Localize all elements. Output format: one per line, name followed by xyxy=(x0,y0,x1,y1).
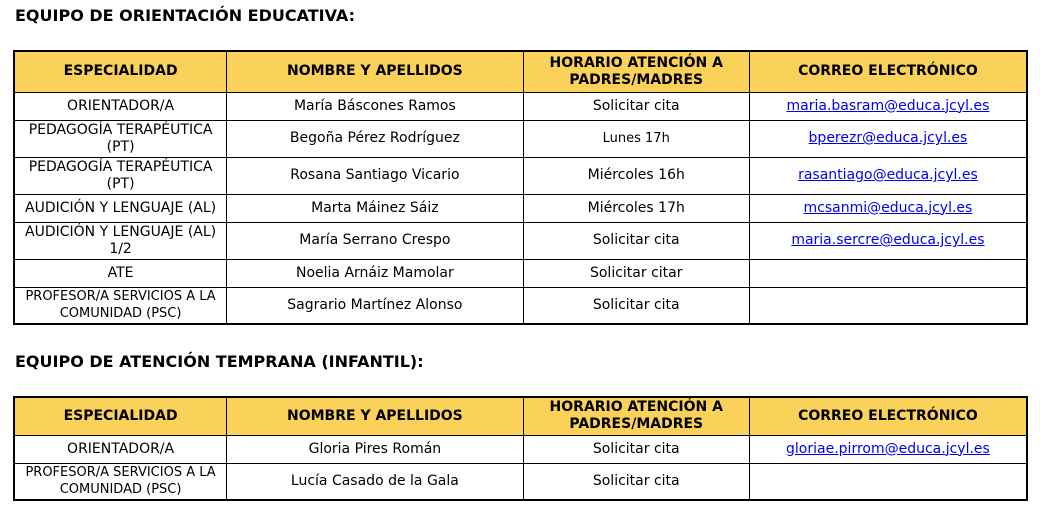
cell-correo xyxy=(749,222,1027,259)
cell-horario: Miércoles 17h xyxy=(523,194,749,222)
cell-correo xyxy=(749,120,1027,157)
cell-especialidad: PROFESOR/A SERVICIOS A LA COMUNIDAD (PSC) xyxy=(14,463,227,500)
table-row xyxy=(14,194,1027,222)
cell-especialidad: PROFESOR/A SERVICIOS A LA COMUNIDAD (PSC) xyxy=(14,287,227,324)
cell-nombre: María Báscones Ramos xyxy=(227,92,523,120)
section-title-orientacion: EQUIPO DE ORIENTACIÓN EDUCATIVA: xyxy=(15,6,355,25)
section-title-atencion-temprana: EQUIPO DE ATENCIÓN TEMPRANA (INFANTIL): xyxy=(15,352,424,371)
cell-nombre: Lucía Casado de la Gala xyxy=(227,463,523,500)
table-orientacion xyxy=(13,50,1028,325)
cell-correo xyxy=(749,92,1027,120)
cell-correo xyxy=(749,259,1027,287)
cell-horario: Solicitar cita xyxy=(523,222,749,259)
table-row xyxy=(14,259,1027,287)
cell-especialidad: AUDICIÓN Y LENGUAJE (AL) 1/2 xyxy=(14,222,227,259)
email-link[interactable]: gloriae.pirrom@educa.jcyl.es xyxy=(786,440,990,457)
cell-correo xyxy=(749,157,1027,194)
header-nombre: NOMBRE Y APELLIDOS xyxy=(227,51,523,92)
table-row xyxy=(14,287,1027,324)
header-correo: CORREO ELECTRÓNICO xyxy=(749,397,1027,435)
header-correo: CORREO ELECTRÓNICO xyxy=(749,51,1027,92)
table-header-row xyxy=(14,397,1027,435)
cell-correo xyxy=(749,287,1027,324)
email-link[interactable]: bperezr@educa.jcyl.es xyxy=(808,130,968,146)
cell-horario: Solicitar cita xyxy=(523,287,749,324)
email-link[interactable]: mcsanmi@educa.jcyl.es xyxy=(803,199,973,216)
cell-correo xyxy=(749,435,1027,463)
table-header-row xyxy=(14,51,1027,92)
table-row xyxy=(14,435,1027,463)
cell-nombre: Begoña Pérez Rodríguez xyxy=(227,120,523,157)
header-especialidad: ESPECIALIDAD xyxy=(14,51,227,92)
cell-horario: Solicitar citar xyxy=(523,259,749,287)
table-atencion-temprana xyxy=(13,396,1028,501)
cell-horario: Solicitar cita xyxy=(523,435,749,463)
cell-especialidad: PEDAGOGÍA TERAPÉUTICA (PT) xyxy=(14,120,227,157)
cell-nombre: Rosana Santiago Vicario xyxy=(227,157,523,194)
table-row xyxy=(14,222,1027,259)
cell-especialidad: AUDICIÓN Y LENGUAJE (AL) xyxy=(14,194,227,222)
cell-especialidad: ORIENTADOR/A xyxy=(14,435,227,463)
cell-nombre: Marta Máinez Sáiz xyxy=(227,194,523,222)
header-horario: HORARIO ATENCIÓN A PADRES/MADRES xyxy=(523,51,749,92)
table-row xyxy=(14,463,1027,500)
cell-correo xyxy=(749,194,1027,222)
table-row xyxy=(14,92,1027,120)
email-link[interactable]: maria.sercre@educa.jcyl.es xyxy=(791,232,985,248)
cell-nombre: Gloria Pires Román xyxy=(227,435,523,463)
email-link[interactable]: rasantiago@educa.jcyl.es xyxy=(798,167,978,183)
cell-especialidad: ORIENTADOR/A xyxy=(14,92,227,120)
cell-horario: Lunes 17h xyxy=(523,120,749,157)
cell-horario: Solicitar cita xyxy=(523,92,749,120)
cell-especialidad: PEDAGOGÍA TERAPÉUTICA (PT) xyxy=(14,157,227,194)
cell-correo xyxy=(749,463,1027,500)
header-nombre: NOMBRE Y APELLIDOS xyxy=(227,397,523,435)
cell-horario: Miércoles 16h xyxy=(523,157,749,194)
email-link[interactable]: maria.basram@educa.jcyl.es xyxy=(786,97,990,114)
cell-nombre: María Serrano Crespo xyxy=(227,222,523,259)
table-row xyxy=(14,157,1027,194)
header-horario: HORARIO ATENCIÓN A PADRES/MADRES xyxy=(523,397,749,435)
cell-especialidad: ATE xyxy=(14,259,227,287)
cell-nombre: Noelia Arnáiz Mamolar xyxy=(227,259,523,287)
header-especialidad: ESPECIALIDAD xyxy=(14,397,227,435)
cell-nombre: Sagrario Martínez Alonso xyxy=(227,287,523,324)
table-row xyxy=(14,120,1027,157)
cell-horario: Solicitar cita xyxy=(523,463,749,500)
